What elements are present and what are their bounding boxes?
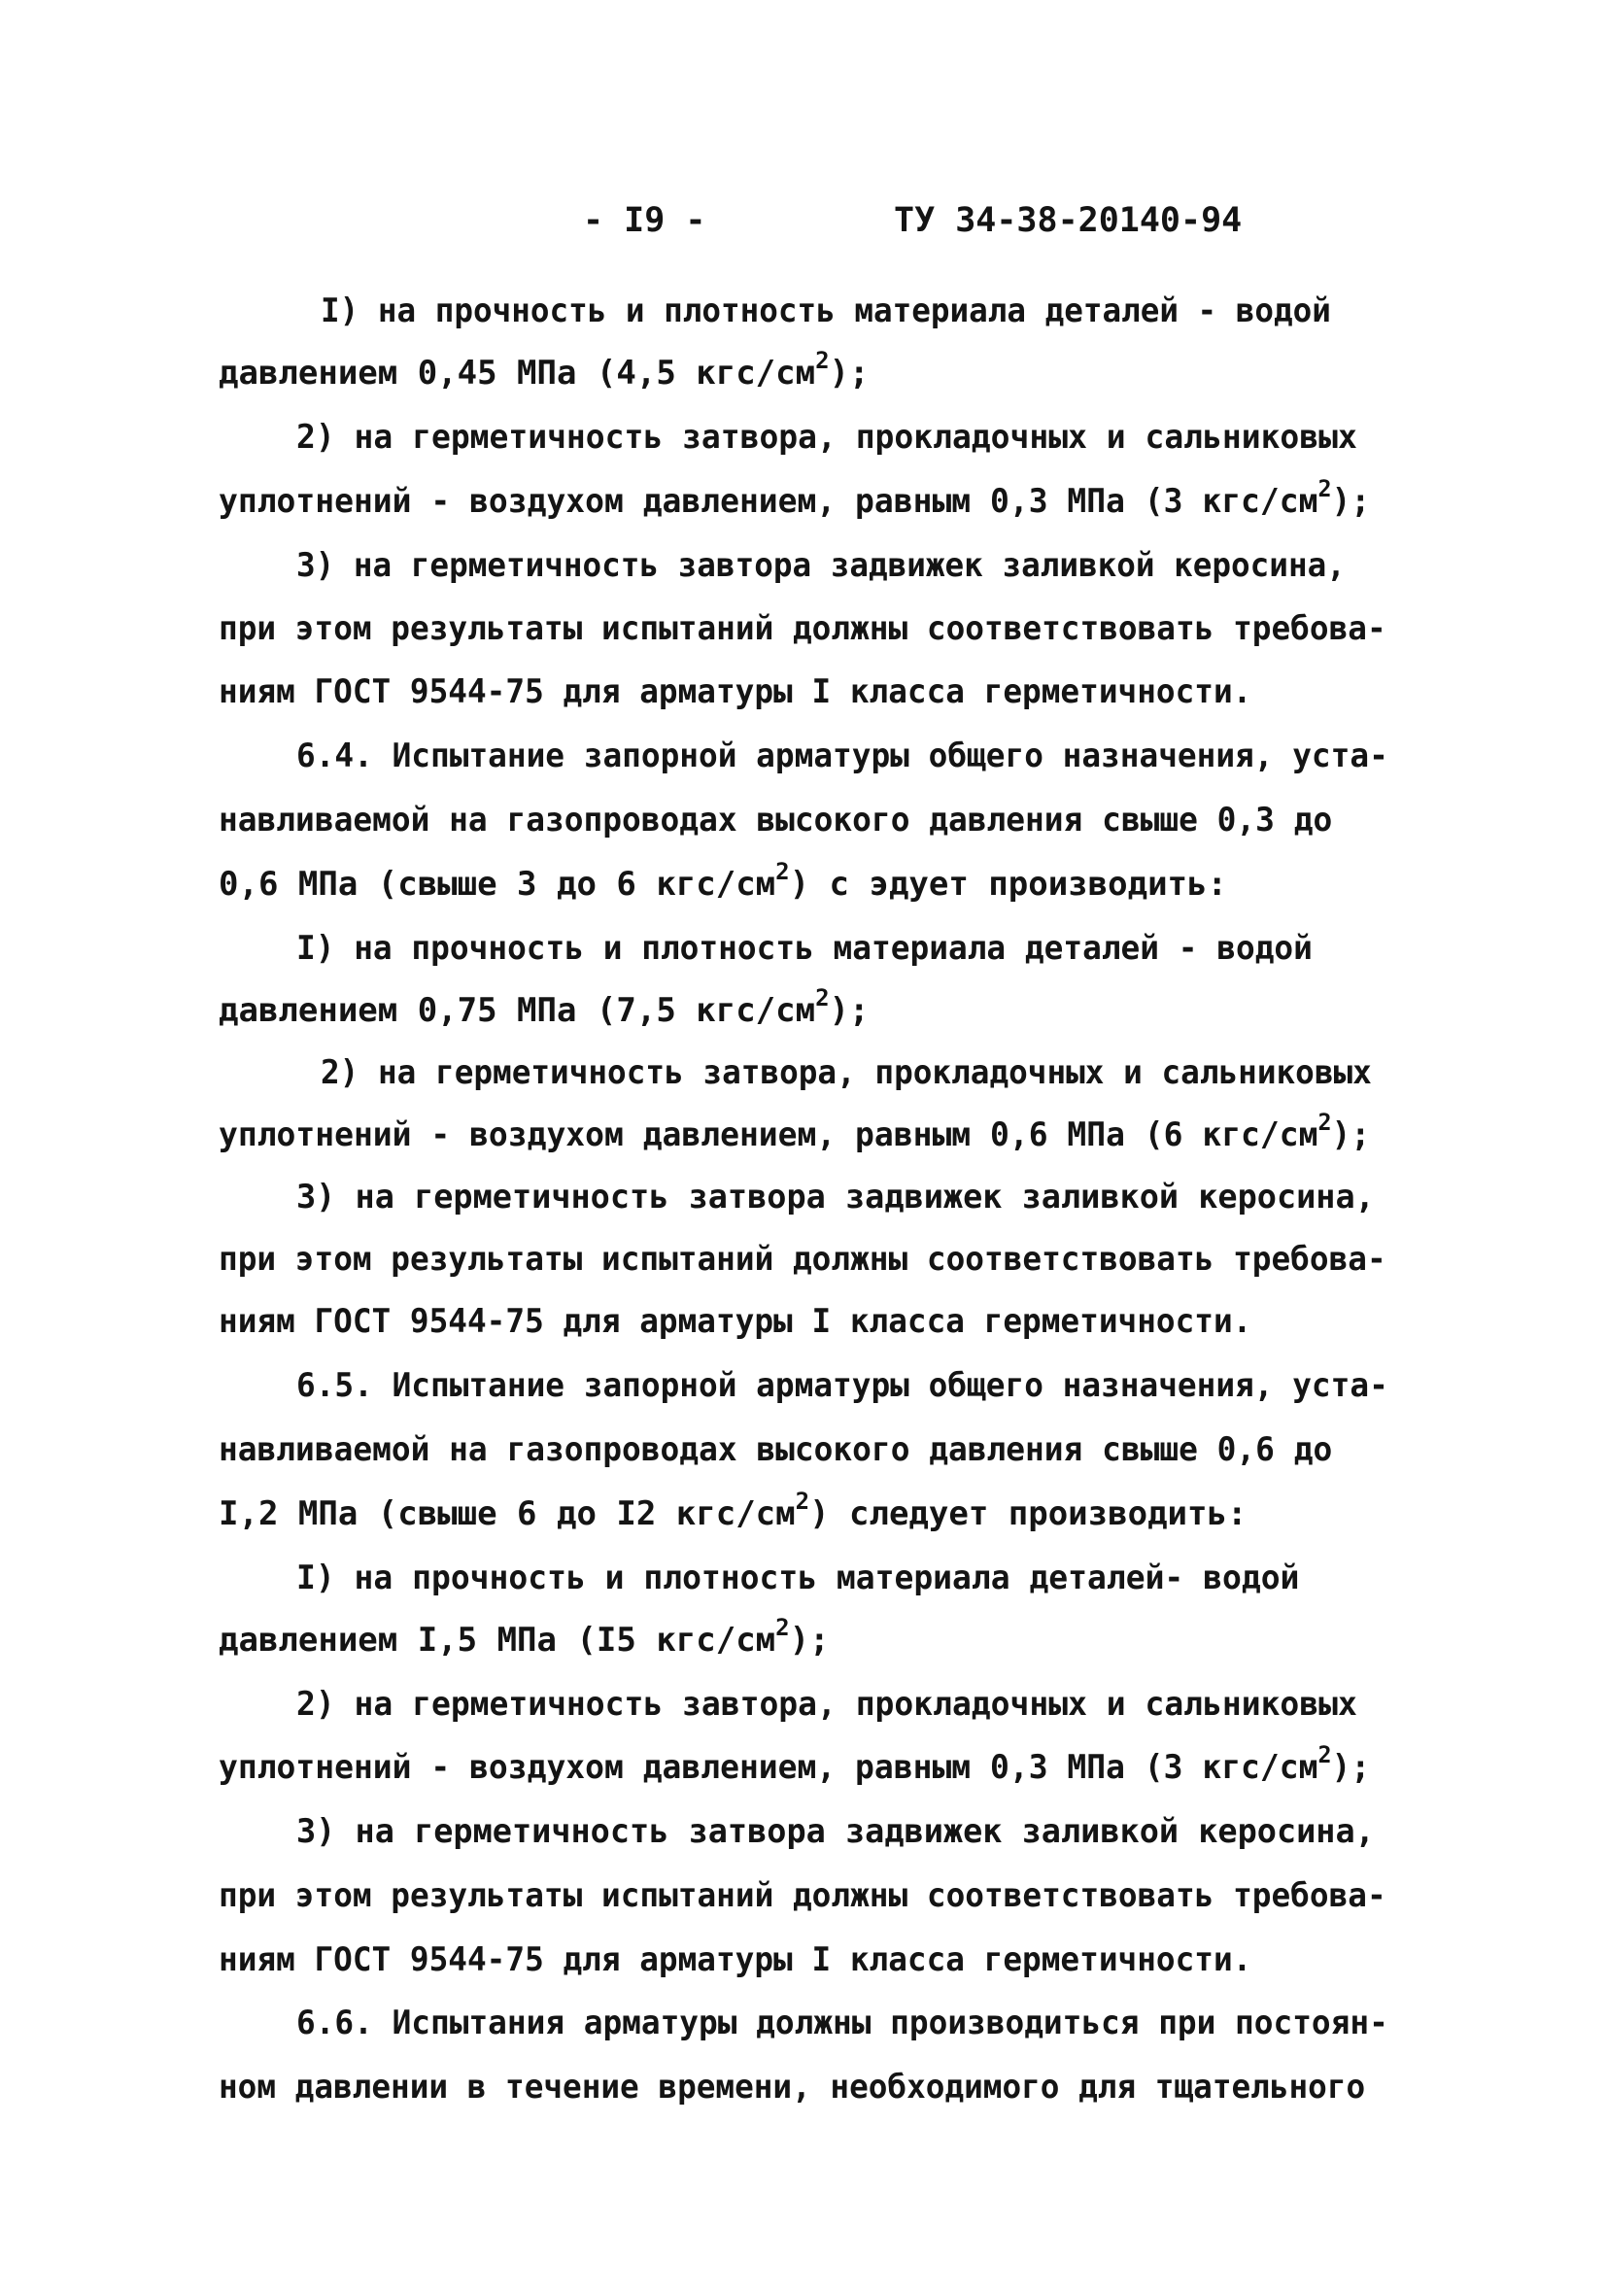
text-line bbox=[296, 1683, 1357, 1726]
text-line bbox=[296, 416, 1357, 459]
text-line bbox=[296, 544, 1346, 587]
text-line-content: при этом результаты испытаний должны соответствовать требова- bbox=[219, 609, 1386, 648]
page-number: - I9 - bbox=[583, 201, 706, 240]
text-line bbox=[296, 1176, 1375, 1218]
superscript: 2 bbox=[1317, 1740, 1332, 1768]
text-line-content: давлением 0,45 МПа (4,5 кгс/см bbox=[219, 354, 816, 393]
superscript: 2 bbox=[815, 346, 830, 374]
text-line bbox=[219, 799, 1332, 841]
text-line-content: 0,6 МПа (свыше 3 до 6 кгс/см bbox=[219, 865, 776, 904]
text-line-content: ниям ГОСТ 9544-75 для арматуры I класса герметичности. bbox=[219, 672, 1252, 711]
text-line bbox=[219, 1108, 1371, 1156]
text-line-content: I) на прочность и плотность материала деталей - водой bbox=[296, 929, 1313, 968]
text-line bbox=[219, 857, 1227, 906]
text-line bbox=[321, 290, 1331, 332]
text-line-content: 2) на герметичность завтора, прокладочных и сальниковых bbox=[296, 1685, 1357, 1724]
text-line bbox=[296, 927, 1313, 970]
superscript: 2 bbox=[815, 983, 830, 1011]
text-line bbox=[219, 474, 1371, 523]
text-line-tail: ) с эдует производить: bbox=[789, 865, 1227, 904]
text-line-content: уплотнений - воздухом давлением, равным 0,3 МПа (3 кгс/см bbox=[219, 1748, 1318, 1787]
text-line bbox=[219, 983, 870, 1032]
text-line bbox=[219, 1238, 1386, 1281]
text-line-content: давлением I,5 МПа (I5 кгс/см bbox=[219, 1621, 776, 1660]
text-line-content: давлением 0,75 МПа (7,5 кгс/см bbox=[219, 991, 816, 1030]
text-line bbox=[219, 1428, 1332, 1471]
text-line-content: уплотнений - воздухом давлением, равным 0,3 МПа (3 кгс/см bbox=[219, 482, 1318, 521]
text-line-content: I,2 МПа (свыше 6 до I2 кгс/см bbox=[219, 1494, 796, 1533]
text-line-tail: ) следует производить: bbox=[809, 1494, 1248, 1533]
page-header bbox=[0, 201, 1607, 259]
text-line-content: при этом результаты испытаний должны соответствовать требова- bbox=[219, 1240, 1386, 1279]
text-line bbox=[219, 346, 870, 394]
superscript: 2 bbox=[775, 857, 790, 885]
text-line-content: 2) на герметичность затвора, прокладочных и сальниковых bbox=[296, 418, 1357, 457]
text-line bbox=[219, 1613, 830, 1662]
text-line-content: навливаемой на газопроводах высокого давления свыше 0,6 до bbox=[219, 1430, 1333, 1469]
text-line bbox=[296, 1557, 1299, 1599]
text-line bbox=[219, 1300, 1251, 1343]
text-line-tail: ); bbox=[1331, 1748, 1371, 1787]
text-line-content: 3) на герметичность завтора задвижек заливкой керосина, bbox=[296, 546, 1346, 585]
text-line bbox=[296, 735, 1388, 777]
text-line-content: I) на прочность и плотность материала деталей- водой bbox=[296, 1559, 1300, 1597]
text-line-content: ниям ГОСТ 9544-75 для арматуры I класса герметичности. bbox=[219, 1302, 1252, 1341]
superscript: 2 bbox=[775, 1613, 790, 1641]
document-code: ТУ 34-38-20140-94 bbox=[894, 201, 1243, 240]
text-line bbox=[296, 1810, 1375, 1853]
text-line-content: ниям ГОСТ 9544-75 для арматуры I класса герметичности. bbox=[219, 1940, 1252, 1979]
text-line-tail: ); bbox=[789, 1621, 830, 1660]
text-line-content: 2) на герметичность затвора, прокладочных и сальниковых bbox=[321, 1053, 1372, 1092]
text-line-content: 6.5. Испытание запорной арматуры общего назначения, уста- bbox=[296, 1366, 1388, 1405]
text-line-tail: ); bbox=[1331, 482, 1371, 521]
text-line-content: I) на прочность и плотность материала деталей - водой bbox=[321, 291, 1331, 330]
text-line bbox=[321, 1051, 1372, 1094]
text-line-tail: ); bbox=[829, 991, 870, 1030]
text-line-content: навливаемой на газопроводах высокого давления свыше 0,3 до bbox=[219, 801, 1333, 840]
superscript: 2 bbox=[1317, 474, 1332, 502]
text-line bbox=[219, 1740, 1371, 1789]
text-line-tail: ); bbox=[829, 354, 870, 393]
text-line-content: при этом результаты испытаний должны соответствовать требова- bbox=[219, 1876, 1386, 1915]
text-line bbox=[219, 1938, 1251, 1981]
text-line bbox=[296, 1364, 1388, 1407]
text-line-content: 3) на герметичность затвора задвижек заливкой керосина, bbox=[296, 1178, 1375, 1217]
text-line bbox=[219, 1874, 1386, 1917]
text-line bbox=[219, 607, 1386, 650]
text-line-content: 6.4. Испытание запорной арматуры общего назначения, уста- bbox=[296, 737, 1388, 775]
text-line bbox=[219, 2066, 1365, 2108]
text-line bbox=[296, 2002, 1388, 2044]
text-line-content: 6.6. Испытания арматуры должны производиться при постоян- bbox=[296, 2004, 1388, 2042]
text-line-content: 3) на герметичность затвора задвижек заливкой керосина, bbox=[296, 1812, 1375, 1851]
text-line bbox=[219, 670, 1251, 713]
text-line bbox=[219, 1487, 1248, 1535]
superscript: 2 bbox=[795, 1487, 810, 1515]
superscript: 2 bbox=[1317, 1108, 1332, 1136]
text-line-content: ном давлении в течение времени, необходимого для тщательного bbox=[219, 2068, 1366, 2107]
text-line-content: уплотнений - воздухом давлением, равным 0,6 МПа (6 кгс/см bbox=[219, 1115, 1318, 1154]
text-line-tail: ); bbox=[1331, 1115, 1371, 1154]
